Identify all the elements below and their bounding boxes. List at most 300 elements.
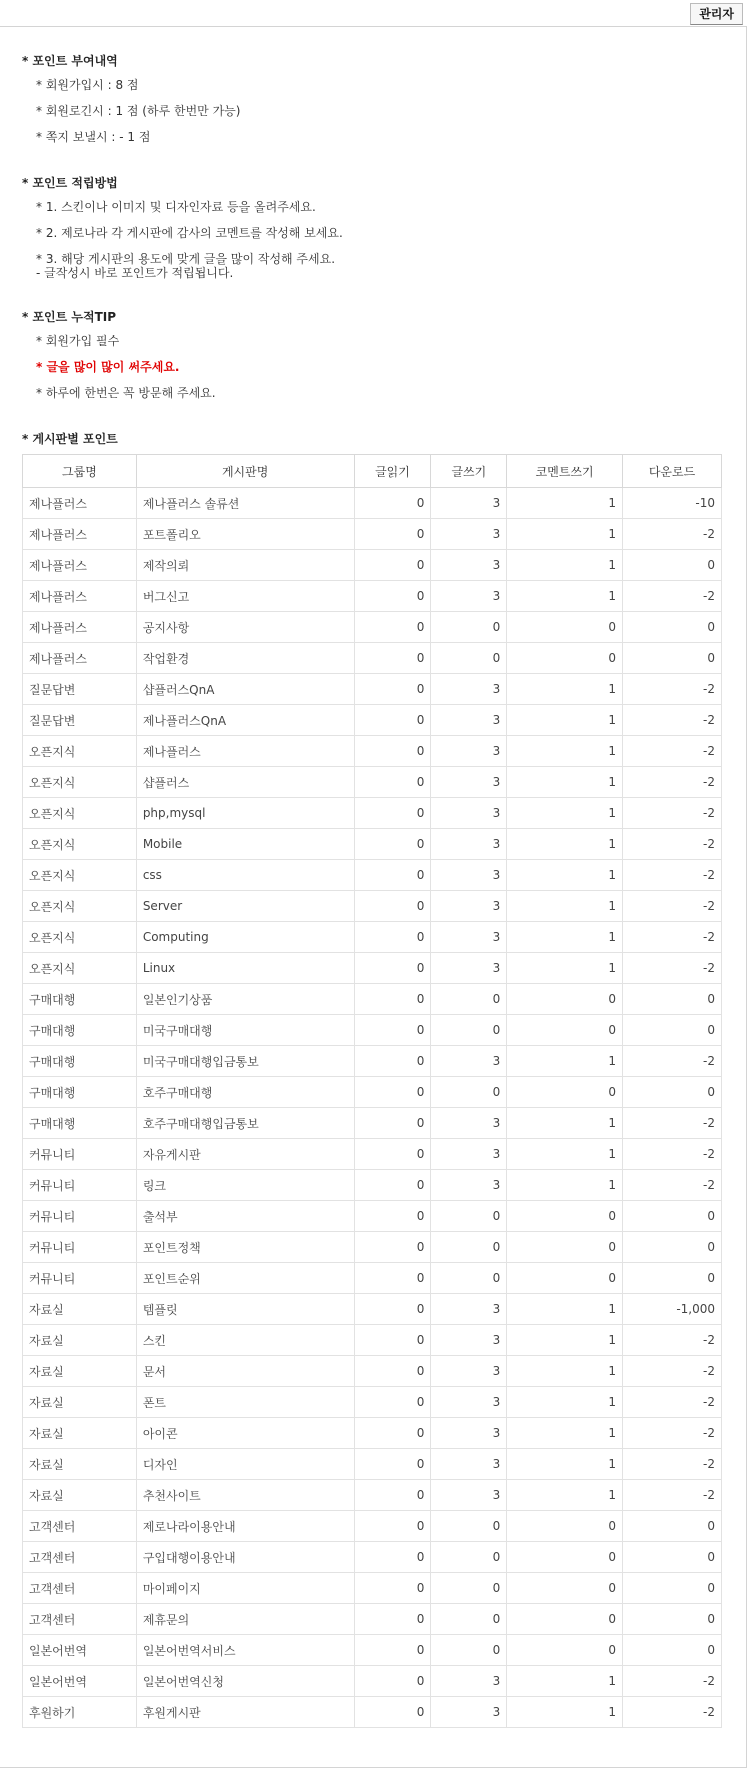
section-item: * 하루에 한번은 꼭 방문해 주세요. (36, 386, 216, 400)
group-name-cell: 질문답변 (23, 674, 137, 705)
board-name-cell: 제나플러스QnA (136, 705, 354, 736)
point-cell: 0 (354, 1325, 431, 1356)
section-item: * 쪽지 보낼시 : - 1 점 (36, 130, 151, 144)
point-cell: 0 (354, 1201, 431, 1232)
point-cell: 0 (431, 984, 507, 1015)
group-name-cell: 제나플러스 (23, 612, 137, 643)
table-row (23, 488, 722, 519)
point-cell: 0 (354, 1015, 431, 1046)
point-cell: 0 (354, 1294, 431, 1325)
table-row (23, 1232, 722, 1263)
point-cell: 1 (507, 1325, 623, 1356)
point-cell: 0 (354, 953, 431, 984)
table-row (23, 1294, 722, 1325)
group-name-cell: 고객센터 (23, 1511, 137, 1542)
admin-button[interactable]: 관리자 (690, 3, 743, 25)
point-cell: 0 (354, 550, 431, 581)
section-title: * 포인트 적립방법 (22, 176, 118, 190)
table-row (23, 984, 722, 1015)
point-cell: -2 (623, 767, 722, 798)
point-cell: -2 (623, 736, 722, 767)
point-cell: 3 (431, 1046, 507, 1077)
point-cell: -1,000 (623, 1294, 722, 1325)
point-cell: 0 (623, 1263, 722, 1294)
table-row (23, 1387, 722, 1418)
group-name-cell: 구매대행 (23, 1015, 137, 1046)
point-cell: 3 (431, 953, 507, 984)
point-cell: 1 (507, 736, 623, 767)
point-cell: 0 (507, 1077, 623, 1108)
point-cell: 0 (354, 1666, 431, 1697)
point-cell: -2 (623, 860, 722, 891)
point-cell: 3 (431, 1697, 507, 1728)
point-cell: 0 (431, 1604, 507, 1635)
point-cell: -2 (623, 1356, 722, 1387)
point-cell: 0 (431, 1542, 507, 1573)
point-cell: 1 (507, 1480, 623, 1511)
point-cell: 0 (431, 1635, 507, 1666)
point-cell: -2 (623, 829, 722, 860)
point-cell: 1 (507, 767, 623, 798)
point-cell: 0 (354, 1356, 431, 1387)
board-name-cell: 폰트 (136, 1387, 354, 1418)
point-cell: -2 (623, 798, 722, 829)
group-name-cell: 커뮤니티 (23, 1170, 137, 1201)
board-name-cell: 디자인 (136, 1449, 354, 1480)
point-cell: 1 (507, 891, 623, 922)
board-name-cell: Mobile (136, 829, 354, 860)
table-row (23, 1542, 722, 1573)
point-cell: 0 (354, 798, 431, 829)
group-name-cell: 커뮤니티 (23, 1263, 137, 1294)
highlight-tip: * 글을 많이 많이 써주세요. (36, 360, 180, 374)
board-name-cell: 자유게시판 (136, 1139, 354, 1170)
table-row (23, 922, 722, 953)
group-name-cell: 오픈지식 (23, 922, 137, 953)
column-header: 글쓰기 (431, 455, 507, 488)
point-cell: 1 (507, 1387, 623, 1418)
point-cell: -2 (623, 1139, 722, 1170)
board-points-table (22, 454, 722, 1728)
table-row (23, 1170, 722, 1201)
point-cell: 0 (354, 829, 431, 860)
point-cell: 0 (431, 1015, 507, 1046)
table-row (23, 736, 722, 767)
point-cell: 0 (623, 612, 722, 643)
point-cell: 0 (431, 1201, 507, 1232)
table-row (23, 829, 722, 860)
section-title: * 포인트 부여내역 (22, 54, 118, 68)
group-name-cell: 고객센터 (23, 1573, 137, 1604)
point-cell: 0 (623, 1542, 722, 1573)
point-cell: 3 (431, 1294, 507, 1325)
board-name-cell: 구입대행이용안내 (136, 1542, 354, 1573)
group-name-cell: 고객센터 (23, 1542, 137, 1573)
section-item: * 회원로긴시 : 1 점 (하루 한번만 가능) (36, 104, 241, 118)
point-cell: 0 (354, 767, 431, 798)
group-name-cell: 오픈지식 (23, 860, 137, 891)
point-cell: -2 (623, 1480, 722, 1511)
group-name-cell: 제나플러스 (23, 643, 137, 674)
point-cell: 3 (431, 519, 507, 550)
table-row (23, 1077, 722, 1108)
point-cell: 0 (623, 1015, 722, 1046)
table-row (23, 1573, 722, 1604)
point-cell: 3 (431, 581, 507, 612)
point-cell: -2 (623, 891, 722, 922)
point-cell: 1 (507, 922, 623, 953)
point-cell: 3 (431, 1170, 507, 1201)
group-name-cell: 오픈지식 (23, 736, 137, 767)
point-cell: 1 (507, 1046, 623, 1077)
point-cell: 0 (507, 1573, 623, 1604)
point-cell: 0 (354, 1232, 431, 1263)
table-row (23, 1263, 722, 1294)
point-cell: 0 (507, 1604, 623, 1635)
point-cell: -2 (623, 1108, 722, 1139)
point-cell: 1 (507, 1449, 623, 1480)
table-row (23, 1666, 722, 1697)
point-cell: -2 (623, 953, 722, 984)
table-row (23, 1108, 722, 1139)
group-name-cell: 일본어번역 (23, 1666, 137, 1697)
point-cell: -2 (623, 1325, 722, 1356)
point-cell: 0 (623, 1077, 722, 1108)
point-cell: 0 (354, 984, 431, 1015)
group-name-cell: 오픈지식 (23, 829, 137, 860)
point-cell: -2 (623, 1418, 722, 1449)
point-cell: 0 (354, 1108, 431, 1139)
table-row (23, 891, 722, 922)
table-row (23, 798, 722, 829)
point-cell: -2 (623, 1170, 722, 1201)
point-cell: 0 (623, 550, 722, 581)
point-cell: -2 (623, 1697, 722, 1728)
point-cell: 1 (507, 953, 623, 984)
point-cell: 0 (623, 1635, 722, 1666)
group-name-cell: 제나플러스 (23, 519, 137, 550)
point-cell: 0 (354, 1573, 431, 1604)
point-cell: 1 (507, 705, 623, 736)
point-cell: 0 (431, 1511, 507, 1542)
column-header: 글읽기 (354, 455, 431, 488)
board-name-cell: 템플릿 (136, 1294, 354, 1325)
table-row (23, 1449, 722, 1480)
table-row (23, 1418, 722, 1449)
point-cell: 1 (507, 1108, 623, 1139)
board-name-cell: 포트폴리오 (136, 519, 354, 550)
point-cell: 1 (507, 581, 623, 612)
point-cell: 0 (354, 860, 431, 891)
point-cell: 0 (354, 736, 431, 767)
point-cell: 0 (354, 1263, 431, 1294)
group-name-cell: 커뮤니티 (23, 1139, 137, 1170)
point-cell: 0 (431, 1263, 507, 1294)
point-cell: 0 (354, 1139, 431, 1170)
point-cell: 0 (354, 705, 431, 736)
point-cell: 1 (507, 1294, 623, 1325)
board-name-cell: 추천사이트 (136, 1480, 354, 1511)
board-name-cell: 아이콘 (136, 1418, 354, 1449)
point-cell: 0 (507, 612, 623, 643)
point-cell: 0 (623, 1201, 722, 1232)
board-name-cell: 호주구매대행입금통보 (136, 1108, 354, 1139)
point-cell: -2 (623, 1387, 722, 1418)
board-name-cell: 작업환경 (136, 643, 354, 674)
table-row (23, 1697, 722, 1728)
point-cell: 1 (507, 674, 623, 705)
point-cell: 0 (507, 1542, 623, 1573)
section-note: - 글작성시 바로 포인트가 적립됩니다. (36, 266, 234, 280)
point-cell: 3 (431, 488, 507, 519)
point-cell: 3 (431, 1418, 507, 1449)
point-cell: 0 (354, 488, 431, 519)
point-cell: 3 (431, 1139, 507, 1170)
point-cell: 3 (431, 674, 507, 705)
point-cell: 1 (507, 519, 623, 550)
section-item: * 3. 해당 게시판의 용도에 맞게 글을 많이 작성해 주세요. (36, 252, 336, 266)
point-cell: 0 (354, 581, 431, 612)
point-cell: 3 (431, 550, 507, 581)
column-header: 그룹명 (23, 455, 137, 488)
section-item: * 회원가입시 : 8 점 (36, 78, 139, 92)
group-name-cell: 제나플러스 (23, 581, 137, 612)
point-cell: 0 (431, 1573, 507, 1604)
point-cell: 0 (507, 1015, 623, 1046)
group-name-cell: 자료실 (23, 1356, 137, 1387)
group-name-cell: 자료실 (23, 1449, 137, 1480)
board-name-cell: css (136, 860, 354, 891)
group-name-cell: 제나플러스 (23, 550, 137, 581)
group-name-cell: 자료실 (23, 1418, 137, 1449)
group-name-cell: 오픈지식 (23, 891, 137, 922)
policy-section (22, 308, 722, 410)
point-cell: -2 (623, 1046, 722, 1077)
table-row (23, 1511, 722, 1542)
board-name-cell: 링크 (136, 1170, 354, 1201)
point-cell: 0 (507, 1511, 623, 1542)
group-name-cell: 질문답변 (23, 705, 137, 736)
section-item: * 1. 스킨이나 이미지 및 디자인자료 등을 올려주세요. (36, 200, 316, 214)
board-name-cell: 제나플러스 솔류션 (136, 488, 354, 519)
point-cell: 0 (431, 612, 507, 643)
group-name-cell: 제나플러스 (23, 488, 137, 519)
point-cell: -2 (623, 1449, 722, 1480)
point-cell: 0 (354, 1170, 431, 1201)
point-cell: 1 (507, 1356, 623, 1387)
group-name-cell: 고객센터 (23, 1604, 137, 1635)
group-name-cell: 구매대행 (23, 984, 137, 1015)
group-name-cell: 커뮤니티 (23, 1232, 137, 1263)
table-row (23, 860, 722, 891)
board-name-cell: 미국구매대행 (136, 1015, 354, 1046)
board-name-cell: 버그신고 (136, 581, 354, 612)
table-row (23, 1139, 722, 1170)
group-name-cell: 오픈지식 (23, 767, 137, 798)
point-cell: -2 (623, 922, 722, 953)
point-cell: 0 (354, 612, 431, 643)
point-cell: 0 (354, 1046, 431, 1077)
board-name-cell: 샵플러스 (136, 767, 354, 798)
board-name-cell: 일본어번역신청 (136, 1666, 354, 1697)
point-cell: 1 (507, 488, 623, 519)
point-cell: 3 (431, 1387, 507, 1418)
point-cell: 0 (354, 1449, 431, 1480)
point-cell: -2 (623, 581, 722, 612)
group-name-cell: 일본어번역 (23, 1635, 137, 1666)
point-cell: 0 (623, 1511, 722, 1542)
group-name-cell: 커뮤니티 (23, 1201, 137, 1232)
board-name-cell: 제로나라이용안내 (136, 1511, 354, 1542)
board-name-cell: 마이페이지 (136, 1573, 354, 1604)
table-row (23, 1325, 722, 1356)
point-cell: 3 (431, 1480, 507, 1511)
point-cell: 1 (507, 1418, 623, 1449)
point-cell: 3 (431, 767, 507, 798)
point-cell: 0 (431, 1077, 507, 1108)
section-item: * 회원가입 필수 (36, 334, 120, 348)
point-cell: -2 (623, 1666, 722, 1697)
table-row (23, 643, 722, 674)
section-title: * 포인트 누적TIP (22, 310, 117, 324)
point-cell: 3 (431, 1449, 507, 1480)
board-name-cell: 포인트순위 (136, 1263, 354, 1294)
point-cell: 0 (623, 643, 722, 674)
table-row (23, 1201, 722, 1232)
table-row (23, 1015, 722, 1046)
point-cell: 0 (354, 519, 431, 550)
column-header: 다운로드 (623, 455, 722, 488)
top-bar (0, 0, 749, 26)
group-name-cell: 오픈지식 (23, 953, 137, 984)
point-cell: 1 (507, 829, 623, 860)
policy-section (22, 52, 722, 154)
table-row (23, 581, 722, 612)
point-cell: 0 (354, 1077, 431, 1108)
board-name-cell: 미국구매대행입금통보 (136, 1046, 354, 1077)
column-header: 게시판명 (136, 455, 354, 488)
point-cell: 0 (354, 1604, 431, 1635)
group-name-cell: 자료실 (23, 1387, 137, 1418)
table-row (23, 550, 722, 581)
board-name-cell: Computing (136, 922, 354, 953)
point-cell: 0 (507, 1201, 623, 1232)
point-cell: 3 (431, 860, 507, 891)
table-row (23, 1480, 722, 1511)
point-cell: 0 (431, 643, 507, 674)
point-cell: 0 (507, 1635, 623, 1666)
point-cell: 0 (623, 1573, 722, 1604)
point-cell: 0 (354, 1387, 431, 1418)
group-name-cell: 오픈지식 (23, 798, 137, 829)
board-name-cell: Linux (136, 953, 354, 984)
board-name-cell: 호주구매대행 (136, 1077, 354, 1108)
point-cell: -10 (623, 488, 722, 519)
points-policy-content (22, 52, 722, 1728)
point-cell: -2 (623, 674, 722, 705)
board-name-cell: 포인트정책 (136, 1232, 354, 1263)
point-cell: 3 (431, 1356, 507, 1387)
table-row (23, 767, 722, 798)
point-cell: 1 (507, 1697, 623, 1728)
group-name-cell: 자료실 (23, 1480, 137, 1511)
table-row (23, 1046, 722, 1077)
group-name-cell: 구매대행 (23, 1077, 137, 1108)
group-name-cell: 자료실 (23, 1294, 137, 1325)
board-name-cell: 일본인기상품 (136, 984, 354, 1015)
point-cell: -2 (623, 519, 722, 550)
table-row (23, 674, 722, 705)
column-header: 코멘트쓰기 (507, 455, 623, 488)
point-cell: 0 (431, 1232, 507, 1263)
board-name-cell: 제나플러스 (136, 736, 354, 767)
board-name-cell: php,mysql (136, 798, 354, 829)
group-name-cell: 후원하기 (23, 1697, 137, 1728)
point-cell: 0 (354, 1418, 431, 1449)
group-name-cell: 구매대행 (23, 1108, 137, 1139)
point-cell: 3 (431, 1666, 507, 1697)
policy-section (22, 174, 722, 288)
point-cell: 0 (623, 984, 722, 1015)
point-cell: 0 (507, 1263, 623, 1294)
board-name-cell: 스킨 (136, 1325, 354, 1356)
group-name-cell: 구매대행 (23, 1046, 137, 1077)
table-row (23, 1604, 722, 1635)
point-cell: 1 (507, 1170, 623, 1201)
point-cell: 3 (431, 829, 507, 860)
board-points-title: * 게시판별 포인트 (22, 432, 118, 446)
point-cell: 1 (507, 550, 623, 581)
point-cell: 3 (431, 1325, 507, 1356)
point-cell: -2 (623, 705, 722, 736)
table-row (23, 519, 722, 550)
table-row (23, 1356, 722, 1387)
point-cell: 0 (354, 643, 431, 674)
point-cell: 0 (354, 1635, 431, 1666)
table-row (23, 705, 722, 736)
board-name-cell: 제작의뢰 (136, 550, 354, 581)
point-cell: 0 (354, 674, 431, 705)
point-cell: 0 (623, 1232, 722, 1263)
point-cell: 1 (507, 798, 623, 829)
point-cell: 0 (354, 1542, 431, 1573)
section-item: * 2. 제로나라 각 게시판에 감사의 코멘트를 작성해 보세요. (36, 226, 343, 240)
point-cell: 0 (507, 984, 623, 1015)
point-cell: 3 (431, 798, 507, 829)
point-cell: 0 (507, 1232, 623, 1263)
point-cell: 3 (431, 1108, 507, 1139)
point-cell: 0 (354, 922, 431, 953)
point-cell: 3 (431, 922, 507, 953)
table-header-row (23, 455, 722, 488)
point-cell: 0 (507, 643, 623, 674)
point-cell: 3 (431, 736, 507, 767)
table-row (23, 612, 722, 643)
point-cell: 0 (354, 1480, 431, 1511)
point-cell: 1 (507, 860, 623, 891)
group-name-cell: 자료실 (23, 1325, 137, 1356)
board-name-cell: 일본어번역서비스 (136, 1635, 354, 1666)
point-cell: 1 (507, 1139, 623, 1170)
point-cell: 0 (354, 1511, 431, 1542)
board-name-cell: 제휴문의 (136, 1604, 354, 1635)
table-row (23, 1635, 722, 1666)
board-name-cell: 후원게시판 (136, 1697, 354, 1728)
board-name-cell: Server (136, 891, 354, 922)
point-cell: 0 (354, 1697, 431, 1728)
point-cell: 1 (507, 1666, 623, 1697)
board-name-cell: 공지사항 (136, 612, 354, 643)
